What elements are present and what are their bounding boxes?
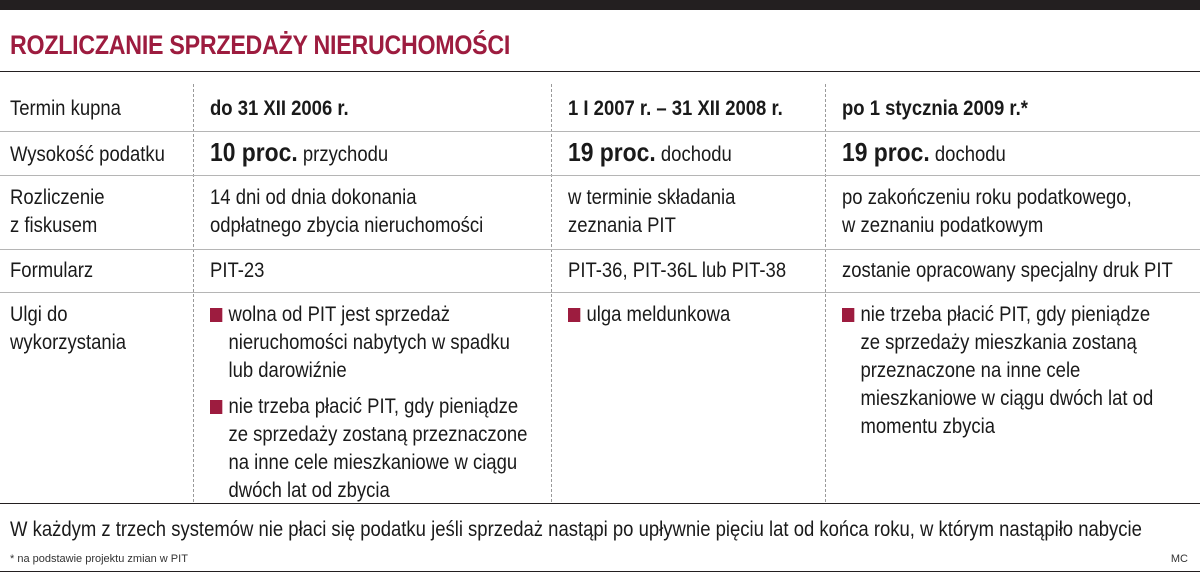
row-label-termin: Termin kupna xyxy=(10,97,121,120)
text-line: nieruchomości nabytych w spadku xyxy=(228,331,510,354)
author-credit: MC xyxy=(1170,553,1188,565)
column-divider-1 xyxy=(193,84,194,502)
text-line: ulga meldunkowa xyxy=(586,303,731,326)
row-divider xyxy=(0,175,1200,176)
bullet-item xyxy=(842,301,1153,441)
table-bottom-rule xyxy=(0,503,1200,504)
red-square-bullet-icon xyxy=(210,400,222,414)
label-line: z fiskusem xyxy=(10,214,98,237)
rate-basis: przychodu xyxy=(302,143,389,166)
text-line: dwóch lat od zbycia xyxy=(228,479,390,502)
footnote: * na podstawie projektu zmian w PIT xyxy=(10,553,188,565)
text-line: w zeznaniu podatkowym xyxy=(842,214,1044,237)
text-line: mieszkaniowe w ciągu dwóch lat od xyxy=(860,387,1154,410)
wysokosc-col3 xyxy=(842,138,1006,169)
rate-value: 10 proc. xyxy=(210,137,298,167)
row-divider xyxy=(0,292,1200,293)
red-square-bullet-icon xyxy=(842,308,854,322)
termin-col3: po 1 stycznia 2009 r.* xyxy=(842,97,1028,120)
rozliczenie-col1 xyxy=(210,184,483,240)
text-line: wolna od PIT jest sprzedaż xyxy=(228,303,451,326)
row-label-formularz: Formularz xyxy=(10,259,94,282)
bullet-item xyxy=(568,301,730,329)
ulgi-col3 xyxy=(842,301,1153,441)
row-label-ulgi xyxy=(10,301,126,357)
text-line: 14 dni od dnia dokonania xyxy=(210,186,417,209)
formularz-col2: PIT-36, PIT-36L lub PIT-38 xyxy=(568,259,787,282)
red-square-bullet-icon xyxy=(568,308,580,322)
text-line: ze sprzedaży zostaną przeznaczone xyxy=(228,423,528,446)
text-line: po zakończeniu roku podatkowego, xyxy=(842,186,1132,209)
bullet-text xyxy=(860,301,1153,441)
formularz-col3: zostanie opracowany specjalny druk PIT xyxy=(842,259,1173,282)
ulgi-col2 xyxy=(568,301,730,329)
label-line: Ulgi do xyxy=(10,303,68,326)
top-rule xyxy=(0,0,1200,10)
column-divider-3 xyxy=(825,84,826,502)
text-line: odpłatnego zbycia nieruchomości xyxy=(210,214,484,237)
bullet-text xyxy=(586,301,730,329)
text-line: zeznania PIT xyxy=(568,214,676,237)
rozliczenie-col2 xyxy=(568,184,735,240)
termin-col2: 1 I 2007 r. – 31 XII 2008 r. xyxy=(568,97,783,120)
text-line: w terminie składania xyxy=(568,186,736,209)
text-line: momentu zbycia xyxy=(860,415,996,438)
row-label-rozliczenie xyxy=(10,184,105,240)
wysokosc-col2 xyxy=(568,138,732,169)
rate-basis: dochodu xyxy=(660,143,732,166)
column-divider-2 xyxy=(551,84,552,502)
row-divider xyxy=(0,131,1200,132)
title-divider xyxy=(0,71,1200,72)
rozliczenie-col3 xyxy=(842,184,1132,240)
text-line: lub darowiźnie xyxy=(228,359,347,382)
rate-value: 19 proc. xyxy=(568,137,656,167)
row-divider xyxy=(0,249,1200,250)
footer-summary: W każdym z trzech systemów nie płaci się podatku jeśli sprzedaż nastąpi po upływnie pięciu lat od końca roku, w którym nastąpiło nabycie xyxy=(10,518,1142,541)
formularz-col1: PIT-23 xyxy=(210,259,265,282)
bullet-text xyxy=(228,301,509,385)
text-line: nie trzeba płacić PIT, gdy pieniądze xyxy=(228,395,519,418)
page-title: ROZLICZANIE SPRZEDAŻY NIERUCHOMOŚCI xyxy=(10,30,511,60)
red-square-bullet-icon xyxy=(210,308,222,322)
text-line: przeznaczone na inne cele xyxy=(860,359,1081,382)
ulgi-col1 xyxy=(210,301,527,505)
bullet-item xyxy=(210,393,527,505)
text-line: nie trzeba płacić PIT, gdy pieniądze xyxy=(860,303,1151,326)
row-label-wysokosc: Wysokość podatku xyxy=(10,143,165,166)
text-line: ze sprzedaży mieszkania zostaną xyxy=(860,331,1137,354)
rate-value: 19 proc. xyxy=(842,137,930,167)
termin-col1: do 31 XII 2006 r. xyxy=(210,97,349,120)
label-line: Rozliczenie xyxy=(10,186,105,209)
text-line: na inne cele mieszkaniowe w ciągu xyxy=(228,451,518,474)
bottom-rule xyxy=(0,571,1200,572)
wysokosc-col1 xyxy=(210,138,388,169)
rate-basis: dochodu xyxy=(934,143,1006,166)
label-line: wykorzystania xyxy=(10,331,127,354)
bullet-item xyxy=(210,301,527,385)
bullet-text xyxy=(228,393,527,505)
